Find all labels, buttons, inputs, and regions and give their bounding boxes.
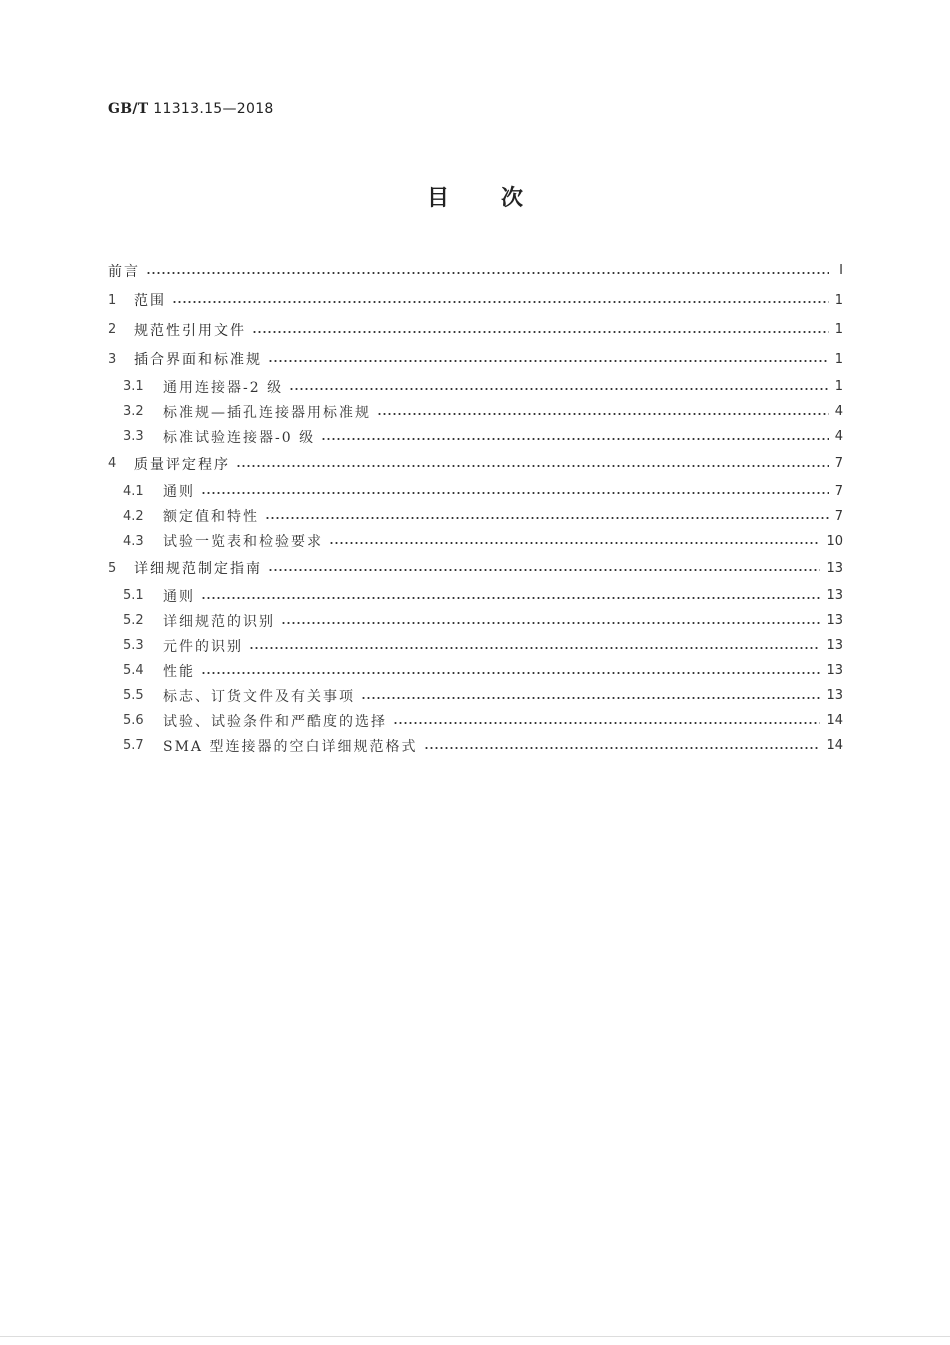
toc-entry-number: 5.2 xyxy=(123,613,144,628)
toc-entry-page: 1 xyxy=(834,351,843,367)
toc-entry-page: 10 xyxy=(826,533,843,549)
toc-entry-number: 5 xyxy=(108,560,117,576)
dot-leader xyxy=(377,412,829,416)
toc-entry-label: 通用连接器-2 级 xyxy=(163,379,284,396)
toc-entry-number: 5.6 xyxy=(123,713,144,728)
toc-entry-label: 详细规范制定指南 xyxy=(134,561,262,578)
dot-leader xyxy=(265,516,829,520)
toc-entry[interactable] xyxy=(108,256,843,286)
standard-code xyxy=(108,101,274,117)
toc-entry-number: 4.2 xyxy=(123,508,144,524)
toc-entry-label: 前言 xyxy=(108,263,140,280)
dot-leader xyxy=(146,271,829,275)
toc-entry[interactable] xyxy=(108,479,843,504)
dot-leader xyxy=(361,696,820,700)
dot-leader xyxy=(236,464,829,468)
toc-entry-page: 14 xyxy=(826,738,843,753)
toc-entry-page: 1 xyxy=(834,292,843,308)
toc-entry[interactable] xyxy=(108,424,843,449)
toc-entry-label: 试验一览表和检验要求 xyxy=(163,534,323,550)
standard-prefix: GB/T xyxy=(108,101,149,117)
dot-leader xyxy=(201,671,820,675)
toc-entry-page: 7 xyxy=(834,508,843,524)
toc-entry-number: 4.1 xyxy=(123,483,144,499)
table-of-contents xyxy=(108,256,843,758)
toc-entry-label: 插合界面和标准规 xyxy=(134,352,262,369)
dot-leader xyxy=(289,387,829,391)
toc-entry-page: 1 xyxy=(834,322,843,338)
toc-entry[interactable] xyxy=(108,608,843,633)
toc-entry[interactable] xyxy=(108,345,843,375)
toc-entry-number: 5.1 xyxy=(123,588,144,603)
page-title xyxy=(0,181,950,212)
toc-entry-label: 标志、订货文件及有关事项 xyxy=(163,688,355,705)
toc-entry-label: 标准试验连接器-0 级 xyxy=(163,429,316,446)
toc-entry[interactable] xyxy=(108,529,843,554)
toc-entry[interactable] xyxy=(108,449,843,479)
toc-entry-page: Ⅰ xyxy=(839,263,843,279)
toc-entry-number: 3 xyxy=(108,351,117,367)
toc-entry-page: 13 xyxy=(826,613,843,628)
toc-entry-label: 试验、试验条件和严酷度的选择 xyxy=(163,713,387,730)
toc-entry-number: 5.5 xyxy=(123,688,144,703)
toc-entry-label: 规范性引用文件 xyxy=(134,322,246,339)
toc-entry-label: 性能 xyxy=(163,663,195,680)
toc-entry[interactable] xyxy=(108,374,843,399)
toc-entry-page: 13 xyxy=(826,560,843,576)
dot-leader xyxy=(172,300,829,304)
dot-leader xyxy=(393,721,820,725)
dot-leader xyxy=(321,437,829,441)
toc-entry-label: 额定值和特性 xyxy=(163,509,259,525)
dot-leader xyxy=(329,541,820,545)
toc-entry[interactable] xyxy=(108,504,843,529)
toc-entry-page: 13 xyxy=(826,588,843,603)
dot-leader xyxy=(252,330,829,334)
dot-leader xyxy=(281,621,820,625)
toc-entry-label: 元件的识别 xyxy=(163,638,243,655)
toc-entry-number: 5.3 xyxy=(123,638,144,653)
toc-entry-number: 4 xyxy=(108,456,117,472)
toc-entry-page: 4 xyxy=(834,404,843,419)
toc-entry-number: 3.2 xyxy=(123,404,144,419)
toc-entry-page: 13 xyxy=(826,638,843,653)
toc-entry-page: 13 xyxy=(826,688,843,703)
dot-leader xyxy=(201,596,820,600)
toc-entry-label: 质量评定程序 xyxy=(134,456,230,473)
toc-entry-label: 详细规范的识别 xyxy=(163,613,275,630)
toc-entry-number: 3.3 xyxy=(123,429,144,444)
toc-entry-label: 范围 xyxy=(134,293,166,310)
dot-leader xyxy=(268,359,829,363)
toc-entry-number: 3.1 xyxy=(123,379,144,394)
title-char: 次 xyxy=(501,186,524,211)
toc-entry-page: 4 xyxy=(834,429,843,444)
toc-entry[interactable] xyxy=(108,286,843,316)
toc-entry-number: 2 xyxy=(108,322,117,338)
toc-entry[interactable] xyxy=(108,683,843,708)
dot-leader xyxy=(268,568,820,572)
toc-entry-page: 14 xyxy=(826,713,843,728)
toc-entry[interactable] xyxy=(108,633,843,658)
toc-entry[interactable] xyxy=(108,315,843,345)
toc-entry-label: 通则 xyxy=(163,484,195,500)
toc-entry[interactable] xyxy=(108,658,843,683)
toc-entry[interactable] xyxy=(108,733,843,758)
dot-leader xyxy=(201,491,829,495)
toc-entry-label: 通则 xyxy=(163,588,195,605)
toc-entry[interactable] xyxy=(108,399,843,424)
toc-entry-number: 1 xyxy=(108,292,117,308)
toc-entry-number: 5.7 xyxy=(123,738,144,753)
page-bottom-edge xyxy=(0,1336,950,1337)
toc-entry-page: 7 xyxy=(834,483,843,499)
dot-leader xyxy=(424,746,821,750)
toc-entry-label: 标准规—插孔连接器用标准规 xyxy=(163,404,371,421)
standard-number: 11313.15—2018 xyxy=(153,101,274,117)
toc-entry-number: 4.3 xyxy=(123,533,144,549)
dot-leader xyxy=(249,646,820,650)
toc-entry[interactable] xyxy=(108,554,843,584)
toc-entry[interactable] xyxy=(108,583,843,608)
title-char: 目 xyxy=(426,186,449,211)
toc-entry-number: 5.4 xyxy=(123,663,144,678)
toc-entry-page: 7 xyxy=(834,456,843,472)
toc-entry-page: 1 xyxy=(834,379,843,394)
toc-entry-page: 13 xyxy=(826,663,843,678)
toc-entry[interactable] xyxy=(108,708,843,733)
toc-entry-label: SMA 型连接器的空白详细规范格式 xyxy=(163,738,418,755)
